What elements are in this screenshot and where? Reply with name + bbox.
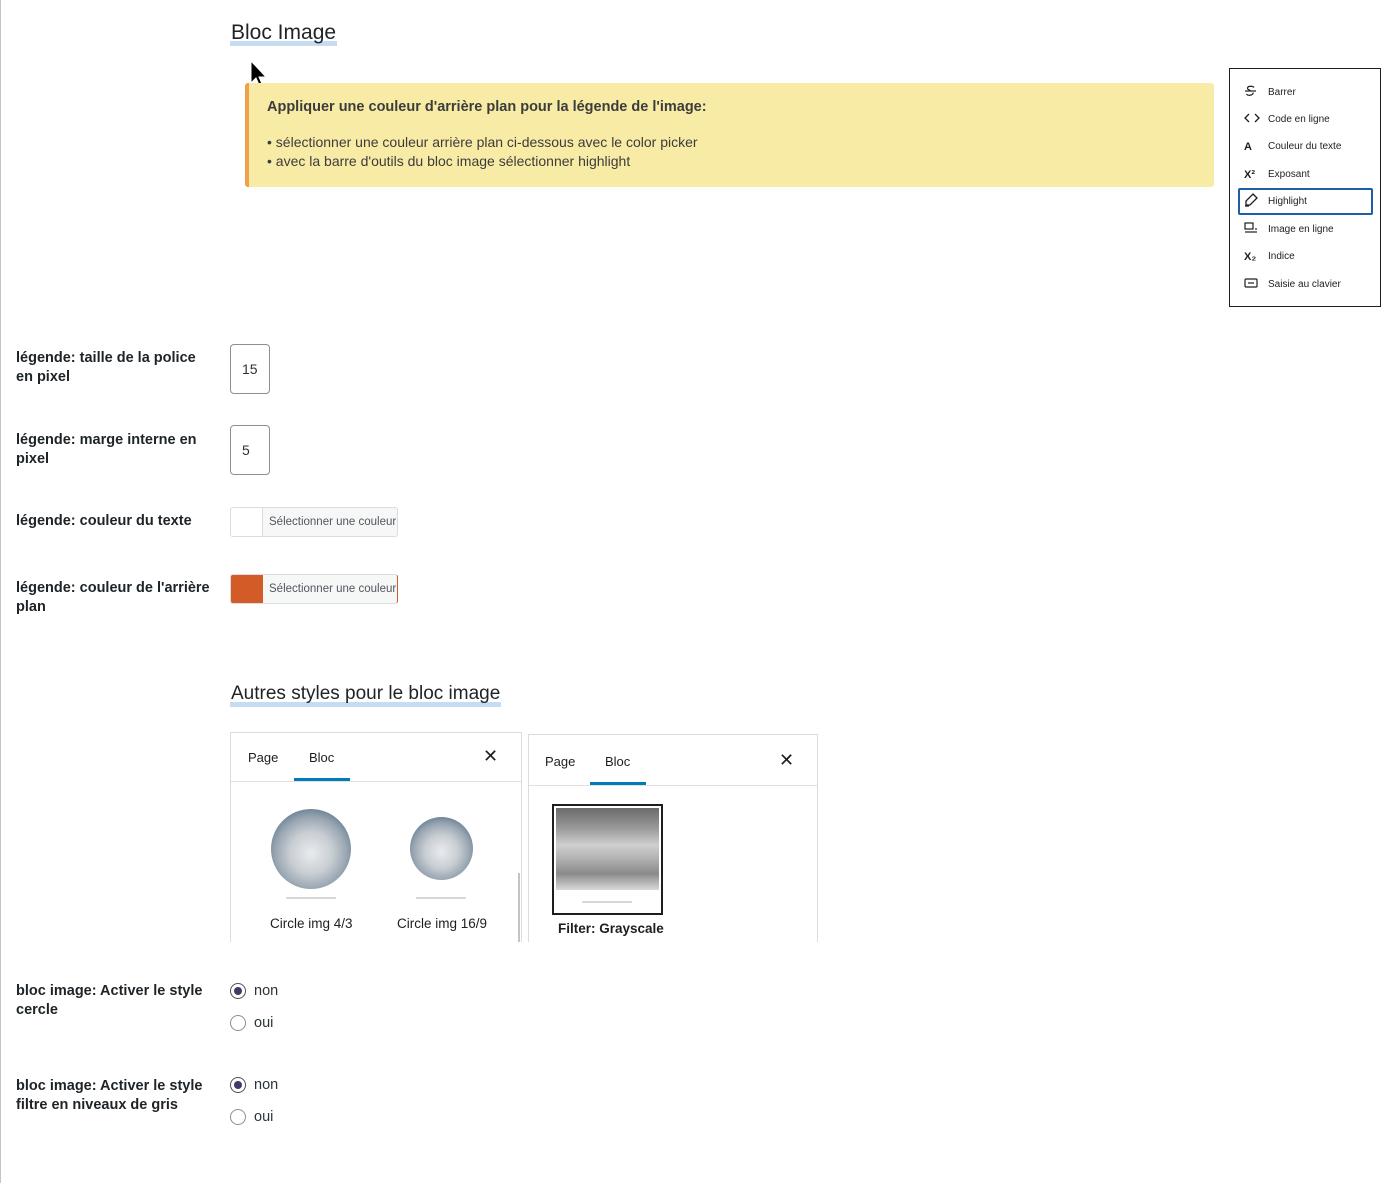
subscript-icon: X₂	[1244, 250, 1257, 263]
editor-panel-grayscale-style	[528, 734, 818, 942]
radio-label: oui	[254, 1109, 274, 1125]
style-label-circle-16-9[interactable]: Circle img 16/9	[397, 916, 488, 931]
menu-item-label: Code en ligne	[1268, 114, 1330, 125]
label-grayscale-style: bloc image: Activer le style filtre en niveaux de gris	[16, 1078, 203, 1113]
label-bg-color: légende: couleur de l'arrière plan	[16, 580, 210, 615]
tab-bloc[interactable]: Bloc	[605, 754, 631, 769]
font-size-input[interactable]: 15	[230, 344, 270, 394]
menu-item-couleur-du-texte[interactable]	[1238, 133, 1373, 160]
menu-item-label: Barrer	[1268, 87, 1296, 98]
style-label-circle-4-3[interactable]: Circle img 4/3	[270, 916, 353, 931]
radio-label: non	[254, 1077, 279, 1093]
text-color-icon: A	[1244, 140, 1252, 153]
menu-item-indice[interactable]	[1238, 243, 1373, 270]
tab-page[interactable]: Page	[248, 750, 279, 765]
menu-item-barrer[interactable]	[1238, 79, 1373, 106]
menu-item-code-en-ligne[interactable]	[1238, 106, 1373, 133]
format-dropdown-menu	[1229, 68, 1381, 307]
keyboard-icon	[1244, 278, 1266, 291]
label-circle-style: bloc image: Activer le style cercle	[16, 983, 203, 1018]
preview-caption	[582, 901, 632, 903]
menu-item-label: Image en ligne	[1268, 224, 1334, 235]
menu-item-exposant[interactable]	[1238, 161, 1373, 188]
panel-tabs	[529, 735, 817, 786]
notice-line-1: • sélectionner une couleur arrière plan ci-dessous avec le color picker	[267, 134, 698, 150]
circle-4-3-preview[interactable]	[271, 809, 351, 889]
tab-active-indicator	[294, 778, 350, 781]
color-swatch	[231, 508, 263, 536]
radio-circle-non[interactable]	[230, 983, 278, 999]
radio-button-checked[interactable]	[230, 983, 246, 999]
close-icon[interactable]: ✕	[779, 750, 795, 770]
radio-circle-oui[interactable]	[230, 1015, 273, 1031]
color-swatch	[231, 575, 263, 603]
section-title-autres-styles: Autres styles pour le bloc image	[230, 681, 501, 707]
notice-title: Appliquer une couleur d'arrière plan pour la légende de l'image:	[267, 99, 707, 115]
editor-panel-circle-styles	[230, 732, 522, 942]
section-title-bloc-image: Bloc Image	[231, 21, 337, 44]
strikethrough-icon	[1244, 85, 1266, 100]
preview-caption	[416, 897, 466, 899]
radio-label: oui	[254, 1015, 274, 1031]
scrollbar[interactable]	[518, 873, 520, 942]
tab-active-indicator	[590, 782, 646, 785]
text-color-picker-button[interactable]	[230, 507, 398, 537]
radio-label: non	[254, 983, 279, 999]
label-text-color: légende: couleur du texte	[16, 513, 192, 529]
label-padding: légende: marge interne en pixel	[16, 432, 197, 467]
grayscale-image	[556, 808, 659, 890]
info-notice	[245, 83, 1214, 187]
menu-item-label: Highlight	[1268, 196, 1307, 207]
tab-bloc[interactable]: Bloc	[309, 750, 335, 765]
label-font-size: légende: taille de la police en pixel	[16, 350, 196, 385]
color-button-label: Sélectionner une couleur	[269, 516, 397, 528]
radio-button[interactable]	[230, 1015, 246, 1031]
style-label-grayscale[interactable]: Filter: Grayscale	[558, 921, 664, 936]
menu-item-image-en-ligne[interactable]	[1238, 216, 1373, 243]
menu-item-label: Exposant	[1268, 169, 1310, 180]
menu-item-label: Couleur du texte	[1268, 141, 1342, 152]
color-button-label: Sélectionner une couleur	[269, 583, 397, 595]
notice-line-2: • avec la barre d'outils du bloc image sélectionner highlight	[267, 153, 631, 169]
radio-button[interactable]	[230, 1109, 246, 1125]
bg-color-picker-button[interactable]	[230, 574, 398, 604]
radio-button-checked[interactable]	[230, 1077, 246, 1093]
code-icon	[1244, 112, 1266, 127]
padding-input[interactable]: 5	[230, 425, 270, 475]
close-icon[interactable]: ✕	[483, 746, 499, 766]
tab-page[interactable]: Page	[545, 754, 576, 769]
radio-grayscale-oui[interactable]	[230, 1109, 273, 1125]
left-border	[0, 0, 1, 1183]
inline-image-icon	[1244, 222, 1266, 237]
menu-item-highlight[interactable]	[1238, 188, 1373, 215]
menu-item-saisie-au-clavier[interactable]	[1238, 271, 1373, 298]
panel-tabs	[231, 733, 521, 782]
menu-item-label: Indice	[1268, 251, 1295, 262]
highlight-icon	[1244, 193, 1266, 210]
superscript-icon: X²	[1244, 168, 1255, 181]
circle-16-9-preview[interactable]	[410, 817, 473, 880]
preview-caption	[286, 897, 336, 899]
menu-item-label: Saisie au clavier	[1268, 279, 1341, 290]
radio-grayscale-non[interactable]	[230, 1077, 278, 1093]
grayscale-preview[interactable]	[552, 804, 663, 915]
